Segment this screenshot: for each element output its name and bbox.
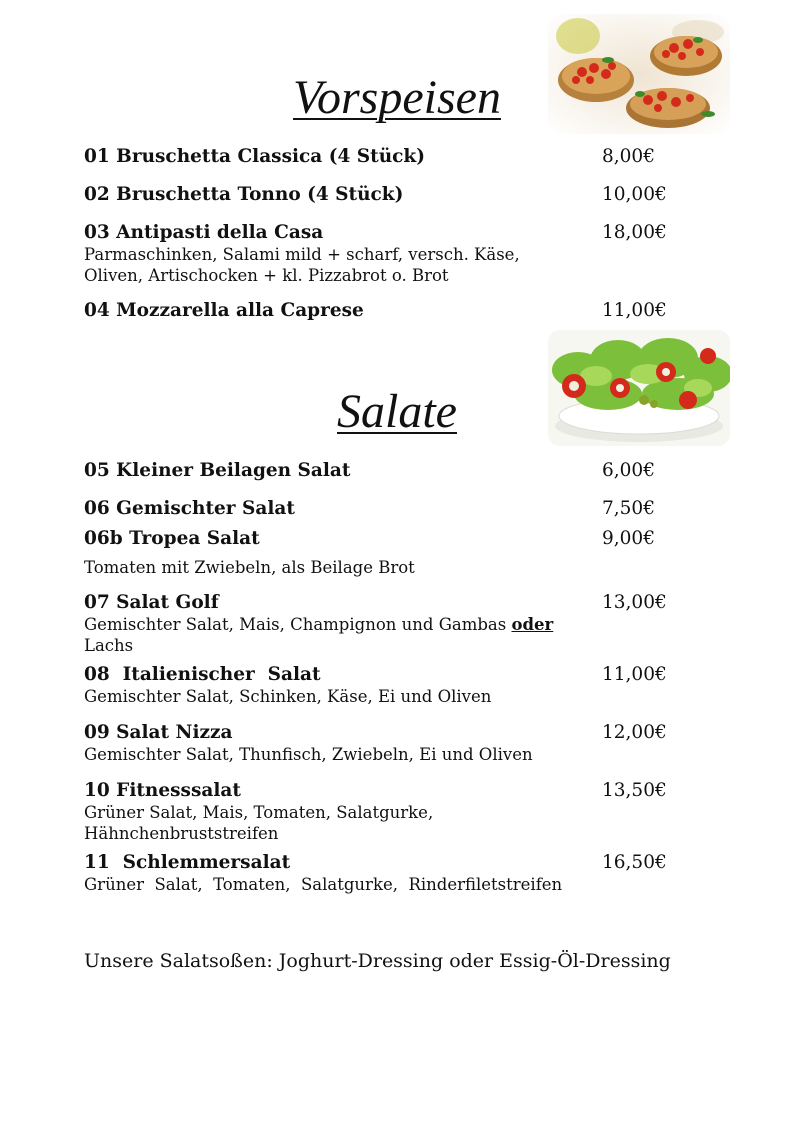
menu-item	[84, 780, 670, 844]
item-description-line: Hähnchenbruststreifen	[84, 824, 279, 843]
item-description: Grüner Salat, Tomaten, Salatgurke, Rinderfiletstreifen	[84, 875, 563, 894]
menu-item	[84, 460, 670, 481]
item-name: 08 Italienischer Salat	[84, 664, 321, 685]
item-description-emphasis: oder	[511, 615, 554, 634]
item-price: 10,00€	[602, 184, 667, 205]
dressing-note: Unsere Salatsoßen: Joghurt-Dressing oder Essig-Öl-Dressing	[84, 950, 671, 972]
item-price: 7,50€	[602, 498, 655, 519]
section-title-salate: Salate	[337, 385, 457, 438]
item-description-line: Oliven, Artischocken + kl. Pizzabrot o. Brot	[84, 266, 449, 285]
menu-item	[84, 528, 670, 578]
menu-item	[84, 852, 670, 895]
menu-item	[84, 184, 670, 205]
menu-item	[84, 722, 670, 765]
item-description: Tomaten mit Zwiebeln, als Beilage Brot	[84, 558, 415, 577]
item-price: 8,00€	[602, 146, 655, 167]
menu-item	[84, 664, 670, 707]
item-description	[84, 244, 670, 286]
item-name: 05 Kleiner Beilagen Salat	[84, 460, 351, 481]
item-price: 12,00€	[602, 722, 667, 743]
item-price: 13,00€	[602, 592, 667, 613]
item-price: 16,50€	[602, 852, 667, 873]
item-name: 10 Fitnesssalat	[84, 780, 241, 801]
section-title-vorspeisen: Vorspeisen	[293, 71, 501, 124]
item-name: 06b Tropea Salat	[84, 528, 260, 549]
item-description-text: Lachs	[84, 636, 134, 655]
item-description: Gemischter Salat, Thunfisch, Zwiebeln, Ei und Oliven	[84, 745, 533, 764]
item-name: 04 Mozzarella alla Caprese	[84, 300, 364, 321]
menu-item	[84, 300, 670, 321]
item-name: 11 Schlemmersalat	[84, 852, 291, 873]
item-name: 01 Bruschetta Classica (4 Stück)	[84, 146, 425, 167]
item-price: 18,00€	[602, 222, 667, 243]
menu-item	[84, 498, 670, 519]
item-description-text: Gemischter Salat, Mais, Champignon und Gambas	[84, 615, 512, 634]
menu-item	[84, 222, 670, 286]
item-name: 06 Gemischter Salat	[84, 498, 295, 519]
item-name: 03 Antipasti della Casa	[84, 222, 324, 243]
item-price: 9,00€	[602, 528, 655, 549]
item-price: 6,00€	[602, 460, 655, 481]
bruschetta-photo	[548, 14, 730, 134]
menu-item	[84, 146, 670, 167]
item-description-line: Parmaschinken, Salami mild + scharf, versch. Käse,	[84, 245, 520, 264]
menu-item	[84, 592, 670, 656]
item-name: 07 Salat Golf	[84, 592, 219, 613]
item-name: 02 Bruschetta Tonno (4 Stück)	[84, 184, 404, 205]
item-price: 11,00€	[602, 664, 667, 685]
item-price: 13,50€	[602, 780, 667, 801]
item-description-line: Grüner Salat, Mais, Tomaten, Salatgurke,	[84, 803, 434, 822]
item-price: 11,00€	[602, 300, 667, 321]
item-description: Gemischter Salat, Schinken, Käse, Ei und Oliven	[84, 687, 492, 706]
item-name: 09 Salat Nizza	[84, 722, 233, 743]
item-description	[84, 802, 670, 844]
item-description	[84, 614, 554, 656]
